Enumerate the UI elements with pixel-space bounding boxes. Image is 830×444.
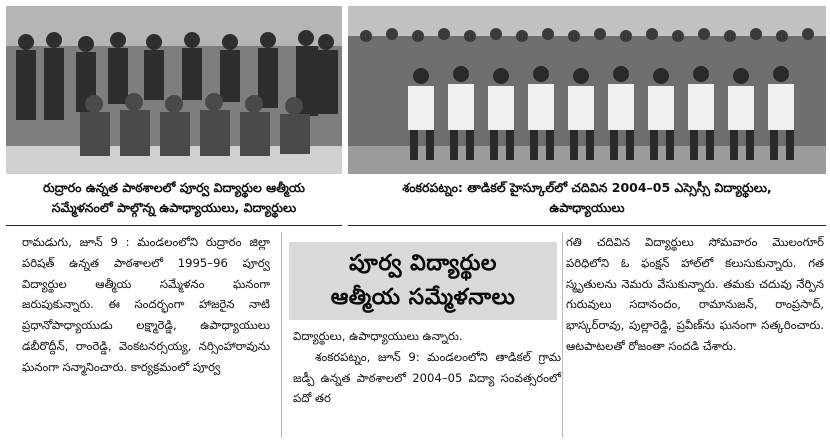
article-paragraph: గతి చదివిన విద్యార్థులు సోమవారం మొలంగూర్ పరిధిలోని ఓ ఫంక్షన్ హాల్‌లో కలుసుకున్నారు. గత స్మృతులను నెమరు వేసుకున్నారు. తమకు చదువు నేర్పిన గురువులు సదానందం, రామానుజన్, రాంప్రసాద్, భాస్కర్‌రావు, పుల్లారెడ్డి, ప్రవీణ్‌ను ఘనంగా సత్కరించారు. ఆటపాటలతో రోజంతా సందడి చేశారు. [566,235,824,353]
caption-left-line2: సమ్మేళనంలో పాల్గొన్న ఉపాధ్యాయులు, విద్యార్థులు [51,200,297,215]
column-divider [281,232,282,438]
caption-left-line1: రుద్రారం ఉన్నత పాఠశాలలో పూర్వ విద్యార్థుల ఆత్మీయ [42,180,305,195]
photo-right [348,6,826,174]
article-column-2 [293,326,561,409]
article-column-3 [566,232,824,357]
article-paragraph: విద్యార్థులు, ఉపాధ్యాయులు ఉన్నారు. [293,329,463,343]
column-divider [562,232,563,438]
caption-divider-left [6,225,342,226]
caption-right-line1: శంకరపట్నం: తాడికల్ హైస్కూల్‌లో చదివిన 2004–05 ఎస్సెస్సీ విద్యార్థులు, [402,180,772,195]
headline-box [289,242,557,320]
caption-divider-right [348,225,826,226]
photo-left [6,6,342,174]
caption-right-line2: ఉపాధ్యాయులు [549,200,625,215]
photo-caption-right [348,178,826,218]
headline-line1: పూర్వ విద్యార్థుల [349,251,497,276]
article-paragraph: శంకరపట్నం, జూన్ 9: మండలంలోని తాడికల్ గ్రామ జడ్పీ ఉన్నత పాఠశాలలో 2004–05 విద్యా సంవత్సరంలో పదో తర [293,349,561,406]
article-paragraph: రామడుగు, జూన్ 9 : మండలంలోని రుద్రారం జిల్లా పరిషత్ ఉన్నత పాఠశాలలో 1995–96 పూర్వ విద్యార్థుల ఆత్మీయ సమ్మేళనం ఘనంగా జరుపుకున్నారు. ఈ సందర్భంగా హాజరైన నాటి ప్రధానోపాధ్యాయుడు లక్ష్మారెడ్డి, ఉపాధ్యాయులు డబీరొద్దీన్, రాంరెడ్డి, వెంకటనర్సయ్య, నర్సింహారావును ఘనంగా సన్మానించారు. కార్యక్రమంలో పూర్వ [22,235,270,374]
headline-line2: ఆత్మీయ సమ్మేళనాలు [330,285,516,310]
photo-caption-left [6,178,342,218]
article-column-1 [22,232,270,378]
